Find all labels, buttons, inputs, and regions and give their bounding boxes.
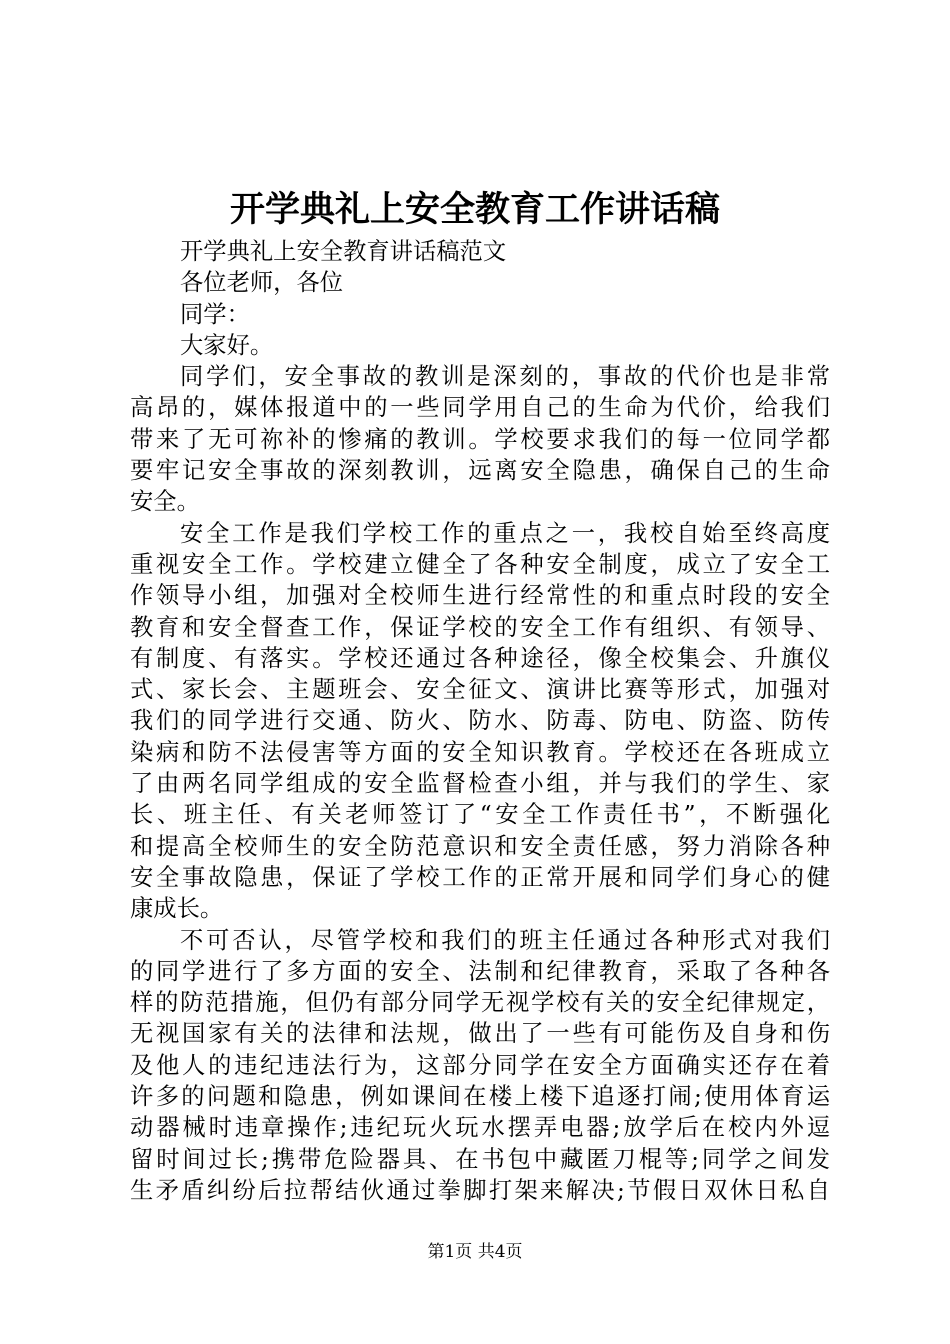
body-line: 染病和防不法侵害等方面的安全知识教育。学校还在各班成立 bbox=[130, 738, 830, 766]
body-line: 重视安全工作。学校建立健全了各种安全制度，成立了安全工 bbox=[130, 550, 830, 578]
body-line: 作领导小组，加强对全校师生进行经常性的和重点时段的安全 bbox=[130, 582, 830, 610]
document-body bbox=[130, 236, 830, 1206]
body-line: 同学： bbox=[180, 300, 250, 328]
body-line: 教育和安全督查工作，保证学校的安全工作有组织、有领导、 bbox=[130, 613, 830, 641]
body-line: 不可否认，尽管学校和我们的班主任通过各种形式对我们 bbox=[180, 926, 830, 954]
body-line: 带来了无可祢补的惨痛的教训。学校要求我们的每一位同学都 bbox=[130, 425, 830, 453]
body-line: 开学典礼上安全教育讲话稿范文 bbox=[180, 238, 507, 265]
body-line: 及他人的违纪违法行为，这部分同学在安全方面确实还存在着 bbox=[130, 1051, 830, 1079]
body-line: 生矛盾纠纷后拉帮结伙通过拳脚打架来解决;节假日双休日私自 bbox=[130, 1176, 830, 1204]
body-line: 高昂的，媒体报道中的一些同学用自己的生命为代价，给我们 bbox=[130, 394, 830, 422]
body-line: 无视国家有关的法律和法规，做出了一些有可能伤及自身和伤 bbox=[130, 1020, 830, 1048]
body-line: 和提高全校师生的安全防范意识和安全责任感，努力消除各种 bbox=[130, 832, 830, 860]
body-line: 了由两名同学组成的安全监督检查小组，并与我们的学生、家 bbox=[130, 770, 830, 798]
body-line: 各位老师，各位 bbox=[180, 269, 344, 297]
body-line: 安全工作是我们学校工作的重点之一，我校自始至终高度 bbox=[180, 519, 830, 547]
body-line: 有制度、有落实。学校还通过各种途径，像全校集会、升旗仪 bbox=[130, 644, 830, 672]
body-line: 动器械时违章操作;违纪玩火玩水摆弄电器;放学后在校内外逗 bbox=[130, 1114, 830, 1142]
body-line: 许多的问题和隐患，例如课间在楼上楼下追逐打闹;使用体育运 bbox=[130, 1083, 830, 1111]
body-line: 要牢记安全事故的深刻教训，远离安全隐患，确保自己的生命 bbox=[130, 457, 830, 485]
body-line: 安全事故隐患，保证了学校工作的正常开展和同学们身心的健 bbox=[130, 863, 830, 891]
body-line: 留时间过长;携带危险器具、在书包中藏匿刀棍等;同学之间发 bbox=[130, 1145, 830, 1173]
page-footer: 第1页 共4页 bbox=[427, 1242, 523, 1262]
body-line: 长、班主任、有关老师签订了“安全工作责任书”，不断强化 bbox=[130, 801, 830, 829]
body-line: 式、家长会、主题班会、安全征文、演讲比赛等形式，加强对 bbox=[130, 676, 830, 704]
body-line: 我们的同学进行交通、防火、防水、防毒、防电、防盗、防传 bbox=[130, 707, 830, 735]
document-title: 开学典礼上安全教育工作讲话稿 bbox=[229, 189, 720, 230]
body-line: 同学们，安全事故的教训是深刻的，事故的代价也是非常 bbox=[180, 363, 830, 391]
body-line: 样的防范措施，但仍有部分同学无视学校有关的安全纪律规定， bbox=[130, 989, 830, 1017]
body-line: 康成长。 bbox=[130, 895, 224, 923]
body-line: 大家好。 bbox=[180, 331, 274, 359]
body-line: 安全。 bbox=[130, 488, 200, 516]
body-line: 的同学进行了多方面的安全、法制和纪律教育，采取了各种各 bbox=[130, 957, 830, 985]
